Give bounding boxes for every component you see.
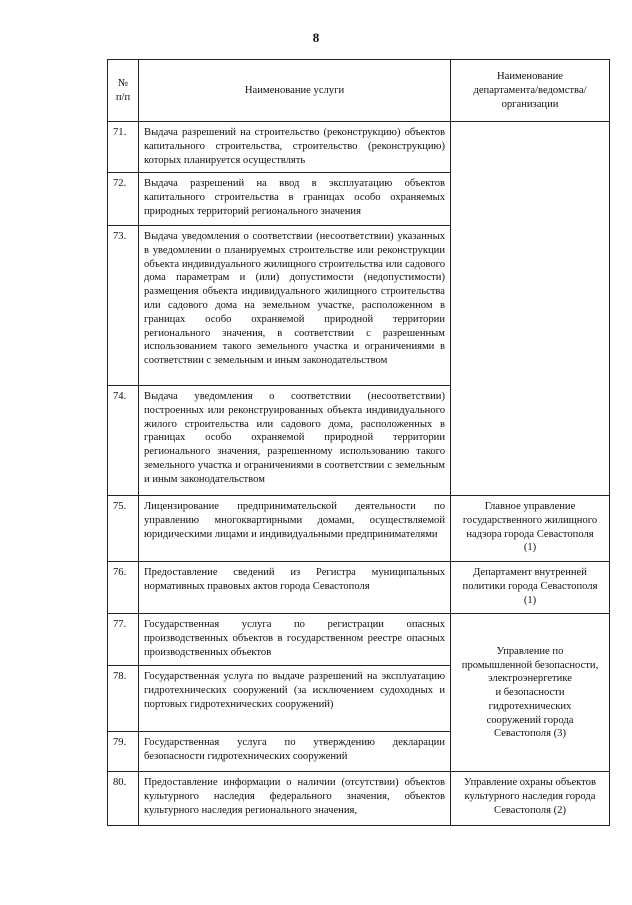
table-row [108, 496, 610, 562]
service-name: Предоставление сведений из Регистра муниципальных нормативных правовых актов города Севастополя [139, 562, 451, 614]
service-name: Выдача уведомления о соответствии (несоответствии) построенных или реконструированных объекта индивидуального жилого строительства или садового дома, расположенных в границах особо охраняемой природной территории регионального значения, разрешенному использованию такого земельного участка и ограничениями в соответствии с земельным и иным законодательством [139, 386, 451, 496]
header-number: № п/п [108, 60, 139, 122]
service-name: Государственная услуга по выдаче разрешений на эксплуатацию гидротехнических сооружений (за исключением судоходных и портовых гидротехнических сооружений) [139, 666, 451, 732]
row-number: 79. [108, 732, 139, 772]
row-number: 77. [108, 614, 139, 666]
service-name: Выдача уведомления о соответствии (несоответствии) указанных в уведомлении о планируемых строительстве или реконструкции объекта индивидуального жилищного строительства или садового дома параметрам и (или) допустимости (недопустимости) размещения объекта индивидуального жилищного строительства или садового дома на земельном участке, расположенном в границах особо охраняемой природной территории регионального значения, в соответствии с разрешенным использованием такого земельного участка и ограничениями в соответствии с земельным и иным законодательством [139, 226, 451, 386]
department-name: Управление охраны объектов культурного наследия города Севастополя (2) [451, 772, 610, 826]
row-number: 74. [108, 386, 139, 496]
department-name: Главное управление государственного жилищного надзора города Севастополя (1) [451, 496, 610, 562]
row-number: 73. [108, 226, 139, 386]
service-name: Государственная услуга по регистрации опасных производственных объектов в государственном реестре опасных производственных объектов [139, 614, 451, 666]
table-row [108, 772, 610, 826]
row-number: 75. [108, 496, 139, 562]
table-row [108, 614, 610, 666]
service-name: Лицензирование предпринимательской деятельности по управлению многоквартирными домами, осуществляемой юридическими лицами и индивидуальными предпринимателями [139, 496, 451, 562]
table-row [108, 122, 610, 173]
service-name: Предоставление информации о наличии (отсутствии) объектов культурного наследия федерального значения, объектов культурного наследия регионального значения, [139, 772, 451, 826]
service-name: Государственная услуга по утверждению декларации безопасности гидротехнических сооружений [139, 732, 451, 772]
services-table [107, 59, 610, 826]
service-name: Выдача разрешений на строительство (реконструкцию) объектов капитального строительства, строительство (реконструкцию) которых планируется осуществлять [139, 122, 451, 173]
row-number: 71. [108, 122, 139, 173]
row-number: 76. [108, 562, 139, 614]
table-row [108, 562, 610, 614]
department-name: Управление по промышленной безопасности, электроэнергетике и безопасности гидротехнических сооружений города Севастополя (3) [451, 614, 610, 772]
page-number: 8 [312, 30, 320, 45]
row-number: 78. [108, 666, 139, 732]
service-name: Выдача разрешений на ввод в эксплуатацию объектов капитального строительства в границах особо охраняемых природных территорий регионального значения [139, 173, 451, 226]
row-number: 72. [108, 173, 139, 226]
row-number: 80. [108, 772, 139, 826]
department-empty [451, 122, 610, 496]
table-header-row [108, 60, 610, 122]
header-department: Наименование департамента/ведомства/ организации [451, 60, 610, 122]
header-service: Наименование услуги [139, 60, 451, 122]
department-name: Департамент внутренней политики города Севастополя (1) [451, 562, 610, 614]
